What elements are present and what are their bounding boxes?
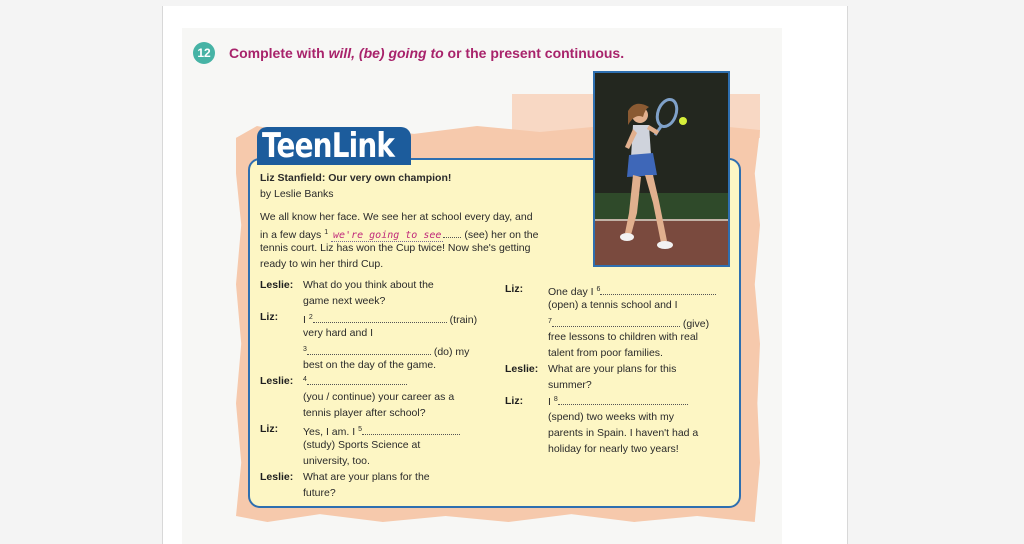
left-line-7: 4 [303,373,407,389]
article-byline: by Leslie Banks [260,188,334,200]
left-line-13: What are your plans for the [303,471,430,483]
speaker-leslie: Leslie: [260,375,294,387]
left-line-2: game next week? [303,295,386,307]
right-line-9: (spend) two weeks with my [548,411,675,423]
right-line-8: I $^8$ [548,393,688,409]
right-line-1: One day I $^6$ [548,283,716,299]
left-line-4: very hard and I [303,327,374,339]
teenlink-logo: TeenLink [262,126,395,166]
left-line-5: $^3$ (do) my [303,346,470,358]
example-answer: we're going to see [333,230,442,241]
speaker-leslie: Leslie: [505,363,539,375]
tennis-player-photo [593,71,730,267]
left-line-14: future? [303,487,336,499]
speaker-liz: Liz: [260,311,279,323]
speaker-leslie: Leslie: [260,471,294,483]
speaker-liz: Liz: [260,423,279,435]
speaker-leslie: Leslie: [260,279,294,291]
right-line-5: talent from poor families. [548,347,663,359]
exercise-number-badge: 12 [193,42,215,64]
left-line-12: university, too. [303,455,370,467]
exercise-instruction: Complete with will, (be) going to or the present continuous. [229,45,625,61]
left-line-10: Yes, I am. I $^5$ [303,423,460,439]
right-line-7: summer? [548,379,592,391]
left-line-3: I $^2$ (train) [303,314,478,326]
left-line-1: What do you think about the [303,279,434,291]
left-line-11: (study) Sports Science at [303,439,421,451]
right-line-2: (open) a tennis school and I [548,299,678,311]
right-line-11: holiday for nearly two years! [548,443,679,455]
article-headline: Liz Stanfield: Our very own champion! [260,172,452,184]
tennis-player-illustration [595,73,730,267]
intro-line-4: ready to win her third Cup. [260,258,384,270]
left-line-6: best on the day of the game. [303,359,437,371]
right-line-6: What are your plans for this [548,363,677,375]
right-line-10: parents in Spain. I haven't had a [548,427,699,439]
intro-line-3: tennis court. Liz has won the Cup twice! Now she's getting [260,242,531,254]
intro-line-1: We all know her face. We see her at school every day, and [260,211,533,223]
speaker-liz: Liz: [505,283,524,295]
intro-line-2: in a few days $^1$ we're going to see (see) her on the [260,229,539,241]
left-line-8: (you / continue) your career as a [303,391,455,403]
left-line-9: tennis player after school? [303,407,426,419]
speaker-liz: Liz: [505,395,524,407]
right-line-4: free lessons to children with real [548,331,698,343]
right-line-3: $^7$ (give) [548,318,710,330]
